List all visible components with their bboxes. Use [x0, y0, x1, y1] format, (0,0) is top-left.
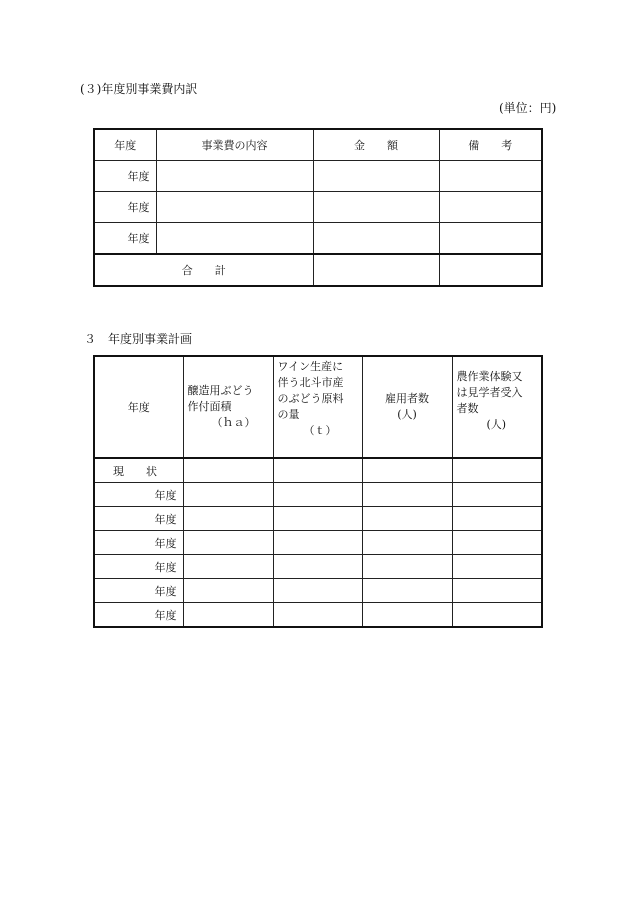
- row-year: 年度: [94, 483, 183, 507]
- employees-cell[interactable]: [362, 483, 452, 507]
- remarks-cell[interactable]: [439, 192, 542, 223]
- header-year: 年度: [94, 129, 156, 161]
- remarks-cell[interactable]: [439, 161, 542, 192]
- table-row: [94, 603, 542, 628]
- area-cell[interactable]: [183, 579, 273, 603]
- employees-cell[interactable]: [362, 603, 452, 628]
- total-label: 合 計: [94, 254, 313, 286]
- header-year: 年度: [94, 356, 183, 458]
- amount-cell[interactable]: [273, 555, 362, 579]
- amount-cell[interactable]: [273, 603, 362, 628]
- table-header-row: [94, 129, 542, 161]
- amount-cell[interactable]: [273, 458, 362, 483]
- table-row: [94, 192, 542, 223]
- visitors-cell[interactable]: [452, 458, 542, 483]
- table-row: [94, 555, 542, 579]
- area-cell[interactable]: [183, 531, 273, 555]
- current-row: [94, 458, 542, 483]
- table-row: [94, 161, 542, 192]
- header-amount: 金 額: [313, 129, 439, 161]
- amount-cell[interactable]: [313, 161, 439, 192]
- content-cell[interactable]: [156, 223, 313, 255]
- visitors-cell[interactable]: [452, 555, 542, 579]
- content-cell[interactable]: [156, 161, 313, 192]
- header-visitors: 農作業体験又 は見学者受入 者数 (人): [452, 356, 542, 458]
- area-cell[interactable]: [183, 483, 273, 507]
- row-year: 年度: [94, 579, 183, 603]
- row-year: 年度: [94, 507, 183, 531]
- cost-breakdown-table: [93, 128, 543, 287]
- unit-label: (単位：円): [499, 101, 557, 115]
- table-row: [94, 531, 542, 555]
- row-year: 年度: [94, 223, 156, 255]
- visitors-cell[interactable]: [452, 603, 542, 628]
- header-grape-area: 醸造用ぶどう 作付面積 （ｈａ）: [183, 356, 273, 458]
- table-row: [94, 483, 542, 507]
- row-year: 年度: [94, 603, 183, 628]
- row-year: 年度: [94, 555, 183, 579]
- remarks-cell[interactable]: [439, 223, 542, 255]
- employees-cell[interactable]: [362, 458, 452, 483]
- section1-title: (３)年度別事業費内訳: [80, 82, 198, 96]
- total-row: [94, 254, 542, 286]
- content-cell[interactable]: [156, 192, 313, 223]
- business-plan-table: [93, 355, 543, 628]
- amount-cell[interactable]: [313, 223, 439, 255]
- visitors-cell[interactable]: [452, 531, 542, 555]
- employees-cell[interactable]: [362, 579, 452, 603]
- area-cell[interactable]: [183, 603, 273, 628]
- header-remarks: 備 考: [439, 129, 542, 161]
- area-cell[interactable]: [183, 507, 273, 531]
- section2-title: ３ 年度別事業計画: [84, 332, 193, 346]
- total-remarks-cell[interactable]: [439, 254, 542, 286]
- amount-cell[interactable]: [273, 531, 362, 555]
- table-row: [94, 223, 542, 255]
- area-cell[interactable]: [183, 458, 273, 483]
- amount-cell[interactable]: [313, 192, 439, 223]
- visitors-cell[interactable]: [452, 579, 542, 603]
- total-amount-cell[interactable]: [313, 254, 439, 286]
- header-grape-amount: ワイン生産に 伴う北斗市産 のぶどう原料 の量 （ｔ）: [273, 356, 362, 458]
- employees-cell[interactable]: [362, 531, 452, 555]
- row-year: 年度: [94, 192, 156, 223]
- area-cell[interactable]: [183, 555, 273, 579]
- current-label: 現 状: [94, 458, 183, 483]
- visitors-cell[interactable]: [452, 483, 542, 507]
- table-row: [94, 579, 542, 603]
- employees-cell[interactable]: [362, 507, 452, 531]
- header-employees: 雇用者数 (人): [362, 356, 452, 458]
- visitors-cell[interactable]: [452, 507, 542, 531]
- employees-cell[interactable]: [362, 555, 452, 579]
- amount-cell[interactable]: [273, 483, 362, 507]
- table-header-row: [94, 356, 542, 458]
- header-content: 事業費の内容: [156, 129, 313, 161]
- row-year: 年度: [94, 161, 156, 192]
- amount-cell[interactable]: [273, 507, 362, 531]
- table-row: [94, 507, 542, 531]
- row-year: 年度: [94, 531, 183, 555]
- amount-cell[interactable]: [273, 579, 362, 603]
